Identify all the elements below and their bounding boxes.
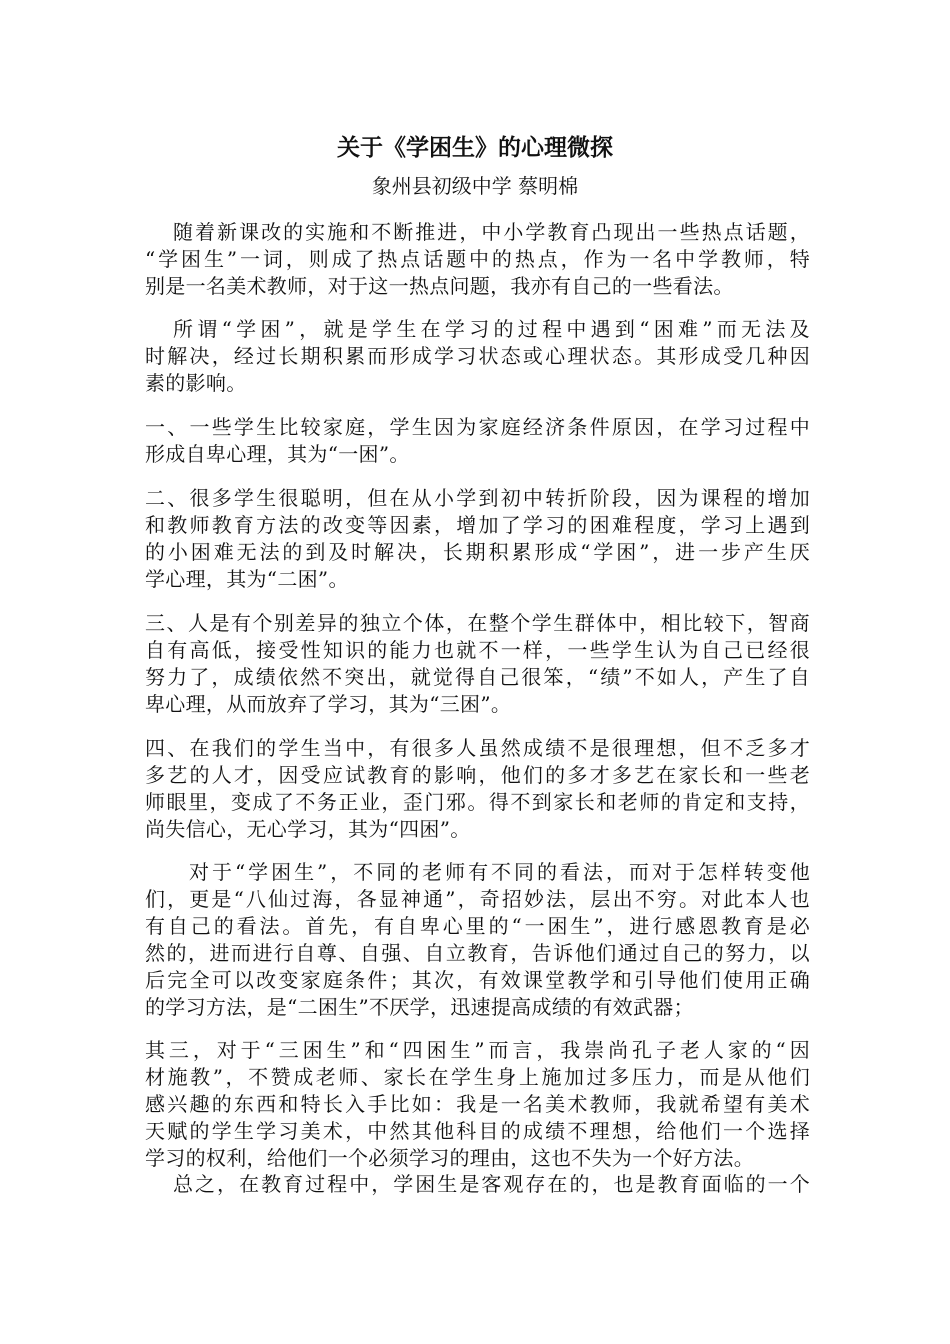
paragraph-line: 感兴趣的东西和特长入手比如：我是一名美术教师，我就希望有美术: [145, 1092, 810, 1116]
paragraph-line: 二、很多学生很聪明，但在从小学到初中转折阶段，因为课程的增加: [145, 486, 810, 510]
paragraph-line: 后完全可以改变家庭条件；其次，有效课堂教学和引导他们使用正确: [145, 968, 810, 992]
paragraph-line: 有自己的看法。首先，有自卑心里的“一困生”，进行感恩教育是必: [145, 914, 810, 938]
paragraph-line: 的学习方法，是“二困生”不厌学，迅速提高成绩的有效武器；: [145, 995, 694, 1019]
paragraph-line: 随着新课改的实施和不断推进，中小学教育凸现出一些热点话题，: [173, 220, 810, 244]
paragraph-conclusion: [145, 1171, 810, 1198]
paragraph-line: 的小困难无法的到及时解决，长期积累形成“学困”，进一步产生厌: [145, 540, 810, 564]
paragraph-point-three: [145, 610, 810, 718]
paragraph-line: 四、在我们的学生当中，有很多人虽然成绩不是很理想，但不乏多才: [145, 736, 810, 760]
paragraph-line: 和教师教育方法的改变等因素，增加了学习的困难程度，学习上遇到: [145, 513, 810, 537]
paragraph-point-two: [145, 485, 810, 593]
document-author: 象州县初级中学 蔡明棉: [371, 174, 579, 198]
paragraph-line: 所谓“学困”，就是学生在学习的过程中遇到“困难”而无法及: [173, 317, 810, 341]
paragraph-line: 学心理，其为“二困”。: [145, 567, 349, 591]
paragraph-line: 材施教”，不赞成老师、家长在学生身上施加过多压力，而是从他们: [145, 1065, 810, 1089]
paragraph-line: 一、一些学生比较家庭，学生因为家庭经济条件原因，在学习过程中: [145, 415, 810, 439]
document-title: 关于《学困生》的心理微探: [337, 134, 613, 161]
paragraph-intro: [145, 219, 810, 300]
paragraph-third-method: [145, 1037, 810, 1172]
paragraph-line: 尚失信心，无心学习，其为“四困”。: [145, 817, 471, 841]
paragraph-line: 其三，对于“三困生”和“四困生”而言，我崇尚孔子老人家的“因: [145, 1038, 810, 1062]
paragraph-point-four: [145, 735, 810, 843]
paragraph-line: 形成自卑心理，其为“一困”。: [145, 442, 410, 466]
paragraph-line: 卑心理，从而放弃了学习，其为“三困”。: [145, 692, 512, 716]
paragraph-line: 学习的权利，给他们一个必须学习的理由，这也不失为一个好方法。: [145, 1146, 754, 1170]
paragraph-line: 多艺的人才，因受应试教育的影响，他们的多才多艺在家长和一些老: [145, 763, 810, 787]
paragraph-line: 天赋的学生学习美术，中然其他科目的成绩不理想，给他们一个选择: [145, 1119, 810, 1143]
paragraph-line: 素的影响。: [145, 371, 247, 395]
paragraph-line: 然的，进而进行自尊、自强、自立教育，告诉他们通过自己的努力，以: [145, 941, 810, 965]
paragraph-line: 们，更是“八仙过海，各显神通”，奇招妙法，层出不穷。对此本人也: [145, 887, 810, 911]
paragraph-line: 总之，在教育过程中，学困生是客观存在的，也是教育面临的一个: [173, 1172, 810, 1196]
paragraph-line: 努力了，成绩依然不突出，就觉得自己很笨，“绩”不如人，产生了自: [145, 665, 810, 689]
paragraph-line: 对于“学困生”，不同的老师有不同的看法，而对于怎样转变他: [189, 860, 810, 884]
paragraph-line: 别是一名美术教师，对于这一热点问题，我亦有自己的一些看法。: [145, 274, 734, 298]
paragraph-definition: [145, 316, 810, 397]
paragraph-line: 时解决，经过长期积累而形成学习状态或心理状态。其形成受几种因: [145, 344, 810, 368]
paragraph-line: 自有高低，接受性知识的能力也就不一样，一些学生认为自己已经很: [145, 638, 810, 662]
paragraph-line: 师眼里，变成了不务正业，歪门邪。得不到家长和老师的肯定和支持，: [145, 790, 810, 814]
paragraph-methods: [145, 859, 810, 1021]
paragraph-point-one: [145, 414, 810, 468]
paragraph-line: “学困生”一词，则成了热点话题中的热点，作为一名中学教师，特: [145, 247, 810, 271]
paragraph-line: 三、人是有个别差异的独立个体，在整个学生群体中，相比较下，智商: [145, 611, 810, 635]
